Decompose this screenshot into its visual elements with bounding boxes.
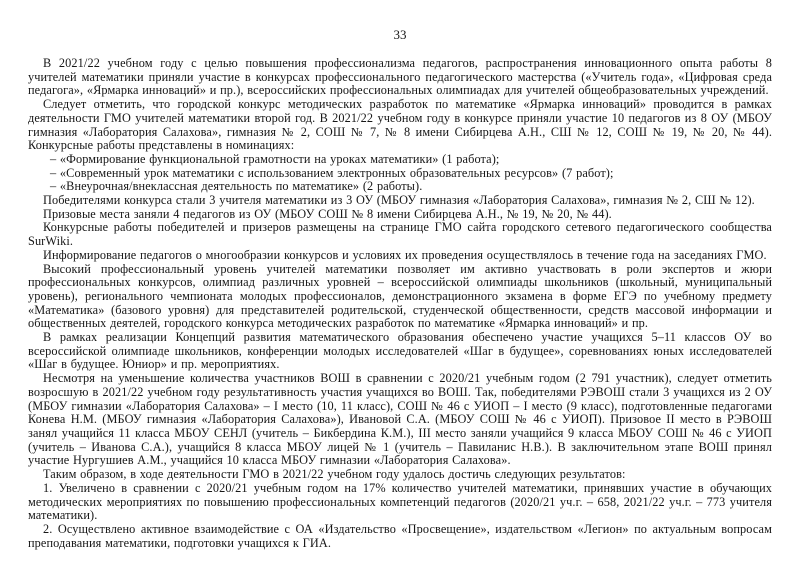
paragraph: Победителями конкурса стали 3 учителя математики из 3 ОУ (МБОУ гимназия «Лаборатория Салахова», гимназия № 2, СШ № 12). xyxy=(43,193,755,208)
paragraph: В рамках реализации Концепций развития математического образования обеспечено участие учащихся 5–11 классов ОУ во всероссийской олимпиаде школьников, конференции молодых исследователей «Шаг в будущее», соревнованиях юных исследователей «Шаг в будущее. Юниор» и пр. мероприятиях. xyxy=(28,330,772,372)
document-body xyxy=(28,57,772,550)
list-item: – «Формирование функциональной грамотности на уроках математики» (1 работа); xyxy=(50,151,500,166)
list-item: – «Современный урок математики с использованием электронных образовательных ресурсов» (7 работ); xyxy=(50,165,614,180)
paragraph: Высокий профессиональный уровень учителей математики позволяет им активно участвовать в роли экспертов и жюри профессиональных конкурсов, олимпиад различных уровней – всероссийской олимпиады школьников (школьный, муниципальный уровень), регионального чемпионата молодых профессионалов, демонстрационного экзамена в форме ЕГЭ по учебному предмету «Математика» (базового уровня) для представителей родительской, студенческой общественности, средств массовой информации и общественных деятелей, городского конкурса методических разработок по математике «Ярмарка инноваций» и пр. xyxy=(28,261,772,331)
paragraph: Несмотря на уменьшение количества участников ВОШ в сравнении с 2020/21 учебным годом (2 791 участник), следует отметить возросшую в 2021/22 учебном году результативность участия учащихся во ВОШ. Так, победителями РЭВОШ стали 3 учащихся из 2 ОУ (МБОУ гимназии «Лаборатория Салахова» – I место (10, 11 класс), СОШ № 46 с УИОП – I место (9 класс), подготовленные педагогами Конева Н.М. (МБОУ гимназия «Лаборатория Салахова»), Ивановой С.А. (МБОУ СОШ № 46 с УИОП). Призовое II место в РЭВОШ занял учащийся 11 класса МБОУ СЕНЛ (учитель – Бикбердина К.М.), III место заняли учащийся 9 класса МБОУ СОШ № 46 с УИОП (учитель – Иванова С.А.), учащийся 8 класса МБОУ лицей № 1 (учитель – Павиланис Н.В.). В заключительном этапе ВОШ принял участие Нургушиев А.М., учащийся 10 класса МБОУ гимназии «Лаборатория Салахова». xyxy=(28,371,772,468)
paragraph: 2. Осуществлено активное взаимодействие с ОА «Издательство «Просвещение», издательством «Легион» по актуальным вопросам преподавания математики, подготовки учащихся к ГИА. xyxy=(28,521,772,550)
paragraph: Таким образом, в ходе деятельности ГМО в 2021/22 учебном году удалось достичь следующих результатов: xyxy=(43,467,626,482)
paragraph: В 2021/22 учебном году с целью повышения профессионализма педагогов, распространения инновационного опыта работы 8 учителей математики приняли участие в конкурсах профессионального педагогического мастерства («Учитель года», «Цифровая среда педагога», «Ярмарка инноваций» и пр.), всероссийских профессиональных олимпиадах для учителей общеобразовательных учреждений. xyxy=(28,56,772,98)
paragraph: Призовые места заняли 4 педагогов из ОУ (МБОУ СОШ № 8 имени Сибирцева А.Н., № 19, № 20, № 44). xyxy=(43,206,612,221)
paragraph: 1. Увеличено в сравнении с 2020/21 учебным годом на 17% количество учителей математики, принявших участие в обучающих методических мероприятиях по повышению профессиональных компетенций педагогов (2020/21 уч.г. – 658, 2021/22 уч.г. – 773 учителя математики). xyxy=(28,480,772,523)
list-item: – «Внеурочная/внеклассная деятельность по математике» (2 работы). xyxy=(50,179,423,194)
paragraph: Следует отметить, что городской конкурс методических разработок по математике «Ярмарка инноваций» проводится в рамках деятельности ГМО учителей математики второй год. В 2021/22 учебном году в конкурсе приняли участие 10 педагогов из 8 ОУ (МБОУ гимназия «Лаборатория Салахова», гимназия № 2, СОШ № 7, № 8 имени Сибирцева А.Н., СШ № 12, СОШ № 19, № 20, № 44). Конкурсные работы представлены в номинациях: xyxy=(28,97,772,153)
page-number: 33 xyxy=(393,27,407,42)
paragraph: Конкурсные работы победителей и призеров размещены на странице ГМО сайта городского сетевого педагогического сообщества SurWiki. xyxy=(28,220,772,249)
paragraph: Информирование педагогов о многообразии конкурсов и условиях их проведения осуществлялось в течение года на заседаниях ГМО. xyxy=(43,247,767,262)
